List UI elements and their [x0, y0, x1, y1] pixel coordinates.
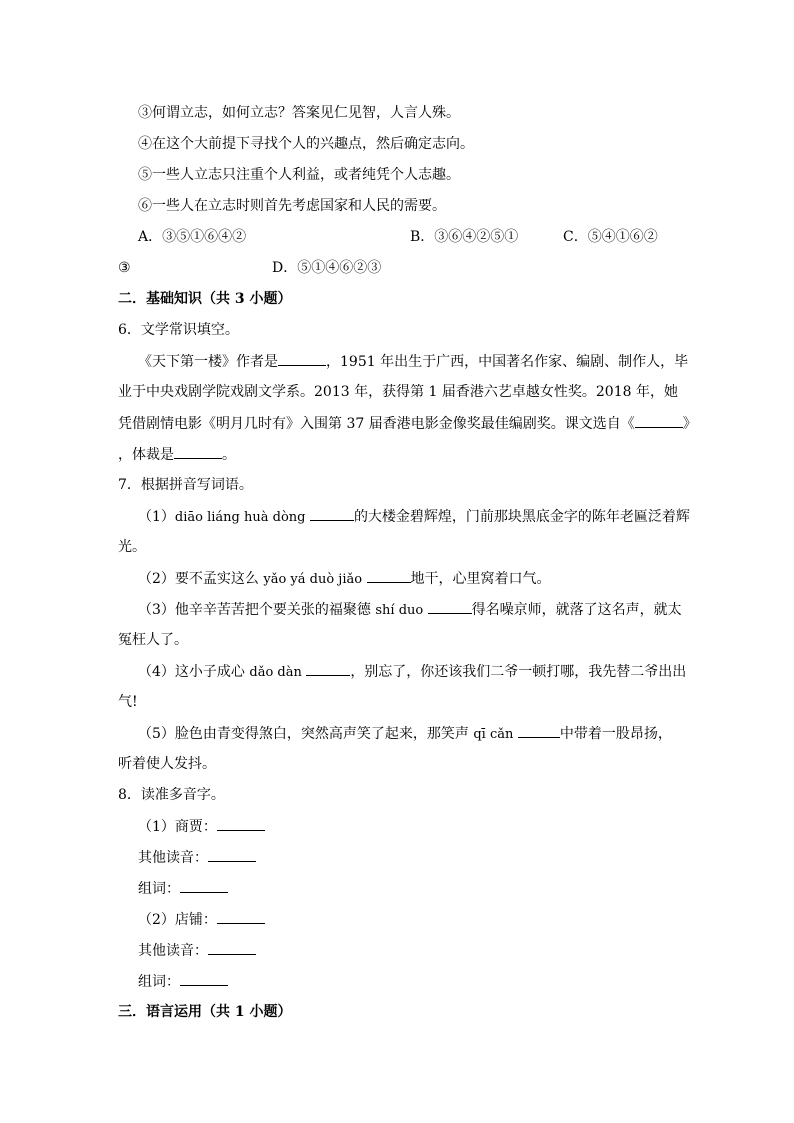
pinyin: dǎo dàn: [249, 665, 302, 680]
q7-item-5: [138, 723, 672, 745]
pinyin: diāo liáng huà dòng: [174, 510, 306, 525]
question-6-stem: 6．文学常识填空。: [118, 322, 239, 338]
q6-text: ，体裁是: [118, 447, 174, 463]
q7-text: （4）这小子成心: [138, 664, 245, 680]
q7-blank-3[interactable]: [428, 599, 472, 614]
q7-item-4-wrap: 气!: [118, 694, 138, 710]
question-6-line-1: [138, 351, 688, 372]
q7-text: 的大楼金碧辉煌，门前那块黑底金字的陈年老匾泛着辉: [353, 509, 690, 525]
q7-item-2: [138, 568, 551, 590]
q6-text: 《天下第一楼》作者是: [138, 354, 278, 370]
q8-item-1-other: [138, 847, 256, 868]
q8-text: 组词：: [138, 881, 180, 897]
pinyin: yǎo yá duò jiǎo: [263, 572, 363, 587]
q7-text: 地干，心里窝着口气。: [410, 571, 551, 587]
q6-text: 凭借剧情电影《明月几时有》入围第 37 届香港电影金像奖最佳编剧奖。课文选自《: [118, 416, 635, 432]
option-3-text: ③何谓立志，如何立志？答案见仁见智，人言人殊。: [138, 105, 460, 121]
choice-c: C．⑤④①⑥②: [563, 229, 658, 245]
q7-text: （5）脸色由青变得煞白，突然高声笑了起来，那笑声: [138, 726, 469, 742]
choice-b: B．③⑥④②⑤①: [410, 229, 519, 245]
q8-blank-5[interactable]: [208, 940, 256, 955]
option-6-text: ⑥一些人在立志时则首先考虑国家和人民的需要。: [138, 198, 446, 214]
question-6-line-4: [118, 444, 236, 465]
q7-text: （2）要不孟实这么: [138, 571, 259, 587]
section-2-heading: 二．基础知识（共 3 小题）: [118, 291, 292, 307]
pinyin: qī cǎn: [473, 727, 514, 742]
section-3-heading: 三．语言运用（共 1 小题）: [118, 1004, 292, 1020]
q7-blank-5[interactable]: [518, 723, 560, 738]
q6-text: 》: [682, 416, 697, 432]
q8-blank-3[interactable]: [180, 878, 228, 893]
q7-text: （3）他辛辛苦苦把个要关张的福聚德: [138, 602, 371, 618]
q7-item-3-wrap: 冤枉人了。: [118, 632, 188, 648]
choice-d: D．⑤①④⑥②③: [272, 260, 382, 276]
choice-a: A．③⑤①⑥④②: [138, 229, 247, 245]
question-6-line-3: [118, 413, 697, 434]
q8-blank-2[interactable]: [208, 847, 256, 862]
option-4-text: ④在这个大前提下寻找个人的兴趣点，然后确定志向。: [138, 136, 474, 152]
q7-item-4: [138, 661, 686, 683]
q7-text: ，别忘了，你还该我们二爷一顿打哪，我先替二爷出出: [350, 664, 687, 680]
q7-item-1-wrap: 光。: [118, 539, 146, 555]
q8-blank-1[interactable]: [217, 816, 265, 831]
question-6-line-2: 业于中央戏剧学院戏剧文学系。2013 年，获得第 1 届香港六艺卓越女性奖。2018 年，她: [118, 384, 678, 400]
q6-source-blank[interactable]: [635, 413, 683, 428]
q7-blank-4[interactable]: [306, 661, 350, 676]
q6-text: 。: [222, 447, 236, 463]
q7-item-5-wrap: 听着使人发抖。: [118, 756, 216, 772]
q8-item-1-word: [138, 878, 228, 899]
q8-blank-6[interactable]: [180, 971, 228, 986]
q8-text: 其他读音：: [138, 943, 208, 959]
question-8-stem: 8．读准多音字。: [118, 787, 225, 803]
q8-text: 组词：: [138, 974, 180, 990]
q8-text: （2）店铺：: [138, 912, 217, 928]
q7-blank-1[interactable]: [310, 506, 354, 521]
option-5-text: ⑤一些人立志只注重个人利益，或者纯凭个人志趣。: [138, 167, 460, 183]
q8-blank-4[interactable]: [217, 909, 265, 924]
q8-text: 其他读音：: [138, 850, 208, 866]
q8-item-2-other: [138, 940, 256, 961]
q7-text: 得名噪京师，就落了这名声，就太: [471, 602, 682, 618]
q8-item-1: [138, 816, 265, 837]
q6-text: ，1951 年出生于广西，中国著名作家、编剧、制作人，毕: [326, 354, 689, 370]
q7-text: 中带着一股昂扬，: [559, 726, 672, 742]
q8-item-2-word: [138, 971, 228, 992]
q7-text: （1）: [138, 509, 175, 525]
q6-author-blank[interactable]: [278, 351, 326, 366]
q8-text: （1）商贾：: [138, 819, 217, 835]
pinyin: shí duo: [375, 603, 424, 618]
choice-c-wrap: ③: [118, 260, 131, 276]
q6-genre-blank[interactable]: [174, 444, 222, 459]
q7-blank-2[interactable]: [367, 568, 411, 583]
q7-item-3: [138, 599, 682, 621]
question-7-stem: 7．根据拼音写词语。: [118, 477, 253, 493]
q7-item-1: [138, 506, 690, 528]
q8-item-2: [138, 909, 265, 930]
